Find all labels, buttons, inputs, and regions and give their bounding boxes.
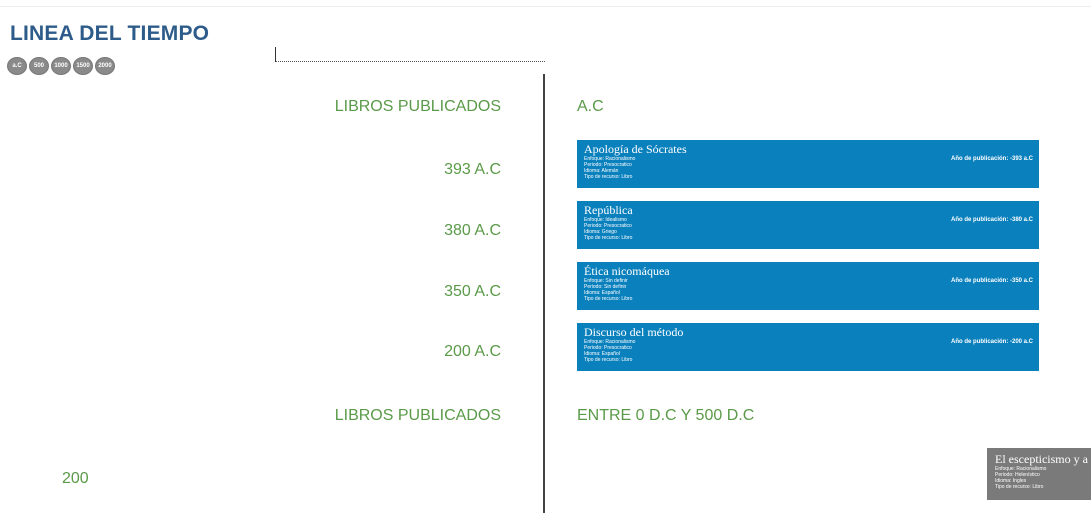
book-title: República xyxy=(584,203,633,217)
book-card[interactable] xyxy=(577,140,1039,188)
book-idioma: Idioma: Griego xyxy=(584,229,617,235)
era-button-2000[interactable]: 2000 xyxy=(95,57,115,75)
section-left-label: LIBROS PUBLICADOS xyxy=(334,407,501,424)
book-enfoque: Enfoque: Sin definir xyxy=(584,278,628,284)
book-title: El escepticismo y a xyxy=(995,452,1088,466)
book-periodo: Periodo: Sin definir xyxy=(584,284,627,290)
timeline-dotted-guide xyxy=(276,61,545,62)
book-enfoque: Enfoque: Idealismo xyxy=(584,217,627,223)
book-card-partial[interactable] xyxy=(987,448,1091,500)
era-button-1500[interactable]: 1500 xyxy=(73,57,93,75)
book-enfoque: Enfoque: Racionalismo xyxy=(995,466,1047,472)
book-tipo: Tipo de recurso: Libro xyxy=(584,235,633,241)
book-periodo: Periodo: Helenístico xyxy=(995,472,1040,478)
book-idioma: Idioma: Ingles xyxy=(995,478,1027,484)
book-publication-year: Año de publicación: -393 a.C xyxy=(950,156,1033,162)
book-publication-year: Año de publicación: -350 a.C xyxy=(950,278,1033,284)
section-era-label: ENTRE 0 D.C Y 500 D.C xyxy=(577,407,755,424)
book-card[interactable] xyxy=(577,201,1039,249)
timeline-tick-mark xyxy=(275,47,276,62)
book-idioma: Idioma: Español xyxy=(584,290,620,296)
book-tipo: Tipo de recurso: Libro xyxy=(584,296,633,302)
year-label: 380 A.C xyxy=(444,222,501,239)
book-title: Ética nicomáquea xyxy=(584,264,670,278)
page-title: LINEA DEL TIEMPO xyxy=(10,22,210,45)
era-button-500[interactable]: 500 xyxy=(29,57,49,75)
book-tipo: Tipo de recurso: Libro xyxy=(995,484,1044,490)
book-tipo: Tipo de recurso: Libro xyxy=(584,357,633,363)
book-enfoque: Enfoque: Racionalismo xyxy=(584,339,636,345)
book-title: Apología de Sócrates xyxy=(584,142,687,156)
book-periodo: Periodo: Presocratico xyxy=(584,223,632,229)
section-left-label: LIBROS PUBLICADOS xyxy=(334,98,501,115)
book-idioma: Idioma: Español xyxy=(584,351,620,357)
book-idioma: Idioma: Alemán xyxy=(584,168,619,174)
year-label: 393 A.C xyxy=(444,161,501,178)
book-enfoque: Enfoque: Racionalismo xyxy=(584,156,636,162)
year-label: 350 A.C xyxy=(444,283,501,300)
year-label: 200 xyxy=(62,470,89,487)
book-publication-year: Año de publicación: -200 a.C xyxy=(950,339,1033,345)
book-title: Discurso del método xyxy=(584,325,684,339)
era-button-1000[interactable]: 1000 xyxy=(51,57,71,75)
top-divider xyxy=(0,6,1091,7)
book-periodo: Periodo: Presocratico xyxy=(584,345,632,351)
section-era-label: A.C xyxy=(577,98,604,115)
book-card[interactable] xyxy=(577,323,1039,371)
book-card[interactable] xyxy=(577,262,1039,310)
era-navigation xyxy=(7,57,115,75)
era-button-ac[interactable]: a.C xyxy=(7,57,27,75)
timeline-axis xyxy=(543,74,545,513)
book-publication-year: Año de publicación: -380 a.C xyxy=(950,217,1033,223)
book-tipo: Tipo de recurso: Libro xyxy=(584,174,633,180)
year-label: 200 A.C xyxy=(444,343,501,360)
book-periodo: Periodo: Presocratico xyxy=(584,162,632,168)
